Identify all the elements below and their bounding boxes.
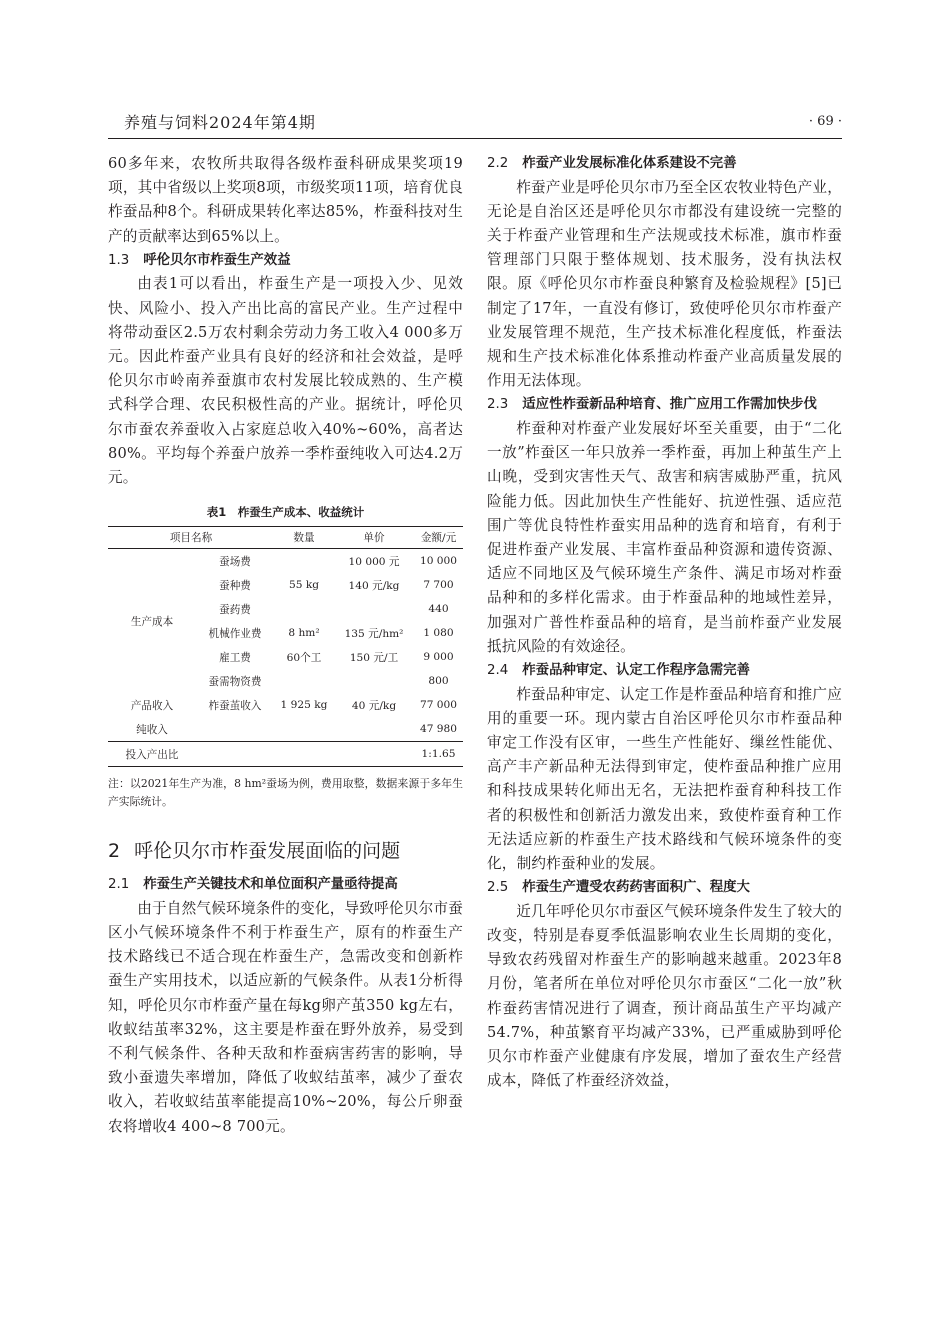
running-header — [108, 104, 842, 139]
cell-item: 机械作业费 — [208, 627, 262, 640]
journal-title: 养殖与饲料2024年第4期 — [124, 113, 316, 132]
section-heading-2-4 — [487, 659, 842, 683]
paragraph-2-1: 由于自然气候环境条件的变化，导致呼伦贝尔市蚕区小气候环境条件不利于柞蚕生产，原有的柞蚕生产技术路线已不适合现在柞蚕生产，急需改变和创新柞蚕生产实用技术，以适应新的气候条件。从表1分析得知，呼伦贝尔市柞蚕产量在每kg卵产茧350 kg左右，收蚁结茧率32%，这主要是柞蚕在野外放养，易受到不利气候条件、各种天敌和柞蚕病害药害的影响，导致小蚕遗失率增加，降低了收蚁结茧率，减少了蚕农收入，若收蚁结茧率能提高10%~20%，每公斤卵蚕农将增收4 400~8 700元。 — [108, 899, 463, 1135]
paragraph-intro: 60多年来，农牧所共取得各级柞蚕科研成果奖项19项，其中省级以上奖项8项，市级奖项11项，培育优良柞蚕品种8个。科研成果转化率达85%，柞蚕科技对生产的贡献率达到65%以上。 — [108, 155, 463, 245]
cell-qty: 1 925 kg — [280, 699, 328, 712]
cell-price — [334, 597, 414, 621]
section-title: 柞蚕品种审定、认定工作程序急需完善 — [522, 663, 750, 679]
cell-amount: 800 — [428, 675, 449, 688]
table-header-qty: 数量 — [274, 527, 334, 549]
cell-qty — [274, 669, 334, 693]
table-note: 注：以2021年生产为准，8 hm²蚕场为例，费用取整，数据来源于多年生产实际统计。 — [108, 777, 463, 809]
cell-amount: 7 700 — [423, 579, 454, 592]
cell-amount: 9 000 — [423, 651, 454, 664]
section-heading-2-3 — [487, 393, 842, 417]
section-title: 呼伦贝尔市柞蚕发展面临的问题 — [134, 840, 401, 863]
section-heading-2-5 — [487, 876, 842, 900]
table-header-amount: 金额/元 — [414, 527, 463, 549]
group-label-cost: 生产成本 — [130, 615, 174, 628]
table-caption: 表1 柞蚕生产成本、收益统计 — [206, 505, 365, 520]
cell-qty — [274, 549, 334, 574]
section-heading-2-1 — [108, 873, 463, 897]
cell-item: 蚕场费 — [219, 555, 251, 568]
cell-item: 蚕种费 — [219, 579, 251, 592]
section-number: 2.5 — [487, 880, 509, 896]
table-row — [108, 549, 463, 574]
group-label-income: 产品收入 — [130, 699, 174, 712]
cell-amount: 77 000 — [419, 699, 458, 712]
cell-price: 40 元/kg — [351, 699, 397, 712]
cell-item: 蚕药费 — [219, 603, 251, 616]
ratio-value: 1:1.65 — [414, 742, 463, 767]
table-row — [108, 693, 463, 717]
cell-item: 柞蚕茧收入 — [208, 699, 262, 712]
cell-item: 蚕需物资费 — [208, 675, 262, 688]
net-income-value: 47 980 — [419, 723, 458, 736]
cell-qty: 8 hm² — [288, 627, 320, 640]
paragraph-1-3: 由表1可以看出，柞蚕生产是一项投入少、见效快、风险小、投入产出比高的富民产业。生产过程中将带动蚕区2.5万农村剩余劳动力务工收入4 000多万元。因此柞蚕产业具有良好的经济和社会效益，是呼伦贝尔市岭南养蚕旗市农村发展比较成熟的、生产模式科学合理、农民积极性高的产业。据统计，呼伦贝尔市蚕农养蚕收入占家庭总收入40%~60%，高者达80%。平均每个养蚕户放养一季柞蚕纯收入可达4.2万元。 — [108, 275, 463, 487]
table-header-item: 项目名称 — [108, 527, 274, 549]
cell-qty: 55 kg — [288, 579, 320, 592]
section-number: 2.1 — [108, 877, 130, 893]
right-column — [487, 152, 842, 1093]
section-heading-2 — [108, 837, 463, 865]
cell-price: 150 元/工 — [349, 651, 399, 664]
table-row — [108, 742, 463, 767]
cell-amount: 10 000 — [419, 555, 458, 568]
section-number: 2.3 — [487, 397, 509, 413]
net-income-label: 纯收入 — [136, 723, 168, 736]
section-number: 2 — [108, 840, 121, 863]
cell-price: 10 000 元 — [348, 555, 400, 568]
page-number: · 69 · — [808, 114, 842, 129]
cell-price: 140 元/kg — [348, 579, 400, 592]
cell-amount: 440 — [428, 603, 449, 616]
ratio-label: 投入产出比 — [108, 742, 196, 767]
paragraph-2-2: 柞蚕产业是呼伦贝尔市乃至全区农牧业特色产业，无论是自治区还是呼伦贝尔市都没有建设统一完整的关于柞蚕产业管理和生产法规或技术标准，旗市柞蚕管理部门只限于整体规划、技术服务，没有执法权限。原《呼伦贝尔市柞蚕良种繁育及检验规程》[5]已制定了17年，一直没有修订，致使呼伦贝尔市柞蚕产业发展管理不规范，生产技术标准化程度低，柞蚕法规和生产技术标准化体系推动柞蚕产业高质量发展的作用无法体现。 — [487, 178, 842, 390]
paragraph-2-3: 柞蚕种对柞蚕产业发展好坏至关重要，由于“二化一放”柞蚕区一年只放养一季柞蚕，再加上种茧生产上山晚，受到灾害性天气、敌害和病害威胁严重，抗风险能力低。因此加快生产性能好、抗逆性强、适应范围广等优良特性柞蚕实用品种的选育和培育，有利于促进柞蚕产业发展、丰富柞蚕品种资源和遗传资源、适应不同地区及气候环境生产条件、满足市场对柞蚕品种和的多样化需求。由于柞蚕品种的地域性差异，加强对广普性柞蚕品种的培育，是当前柞蚕产业发展抵抗风险的有效途径。 — [487, 420, 842, 655]
section-number: 2.2 — [487, 156, 509, 171]
section-number: 2.4 — [487, 663, 509, 679]
section-title: 柞蚕生产遭受农药药害面积广、程度大 — [522, 880, 750, 896]
cell-price — [334, 669, 414, 693]
cost-income-table — [108, 526, 463, 767]
section-title: 柞蚕生产关键技术和单位面积产量亟待提高 — [143, 877, 398, 893]
paragraph-2-5: 近几年呼伦贝尔市蚕区气候环境条件发生了较大的改变，特别是春夏季低温影响农业生长周期的变化，导致农药残留对柞蚕生产的影响越来越重。2023年8月份，笔者所在单位对呼伦贝尔市蚕区“二化一放”秋柞蚕药害情况进行了调查，预计商品茧生产平均减产54.7%，种茧繁育平均减产33%，已严重威胁到呼伦贝尔市柞蚕产业健康有序发展，增加了蚕农生产经营成本，降低了柞蚕经济效益， — [487, 902, 842, 1090]
cell-qty — [274, 597, 334, 621]
cell-amount: 1 080 — [423, 627, 454, 640]
cell-qty: 60个工 — [286, 651, 322, 664]
section-number: 1.3 — [108, 252, 130, 268]
section-heading-2-2 — [487, 152, 842, 176]
table-header-price: 单价 — [334, 527, 414, 549]
section-title: 适应性柞蚕新品种培育、推广应用工作需加快步伐 — [522, 397, 817, 413]
paragraph-2-4: 柞蚕品种审定、认定工作是柞蚕品种培育和推广应用的重要一环。现内蒙古自治区呼伦贝尔市柞蚕品种审定工作没有区审，一些生产性能好、缫丝性能优、高产丰产新品种无法得到审定，使柞蚕品种推广应用和科技成果转化师出无名，无法把柞蚕育种科技工作者的积极性和创新活力激发出来，致使柞蚕育种工作无法适应新的柞蚕生产技术路线和气候环境条件的变化，制约柞蚕种业的发展。 — [487, 685, 842, 873]
left-column — [108, 152, 463, 1139]
cell-item: 雇工费 — [219, 651, 251, 664]
section-heading-1-3 — [108, 249, 463, 273]
cell-price: 135 元/hm² — [344, 627, 404, 640]
section-title: 呼伦贝尔市柞蚕生产效益 — [143, 252, 291, 268]
table-row — [108, 717, 463, 742]
section-title: 柞蚕产业发展标准化体系建设不完善 — [522, 156, 737, 171]
